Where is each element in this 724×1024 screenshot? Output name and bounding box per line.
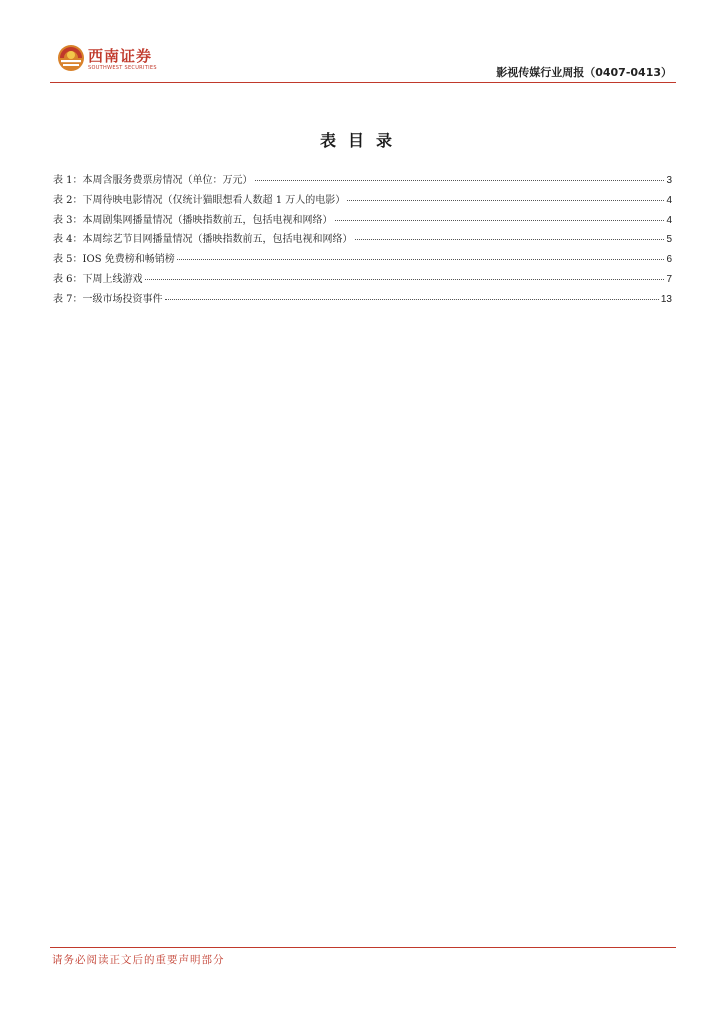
toc-entry[interactable] (53, 250, 672, 270)
page-header (50, 38, 676, 84)
toc-entry-label: 表 2：下周待映电影情况（仅统计猫眼想看人数超 1 万人的电影） (53, 194, 346, 206)
toc-leader-dots (255, 180, 665, 181)
toc-entry-page: 4 (666, 194, 672, 206)
company-logo (56, 43, 166, 75)
toc-leader-dots (355, 239, 665, 240)
toc-entry[interactable] (53, 230, 672, 250)
toc-entry-page: 5 (666, 234, 672, 246)
toc-leader-dots (335, 220, 665, 221)
table-of-contents (53, 171, 672, 310)
toc-entry[interactable] (53, 191, 672, 211)
toc-entry-label: 表 7：一级市场投资事件 (53, 293, 163, 305)
toc-entry-page: 4 (666, 214, 672, 226)
toc-leader-dots (165, 299, 659, 300)
header-divider (50, 82, 676, 83)
toc-leader-dots (145, 279, 665, 280)
toc-entry-label: 表 5：IOS 免费榜和畅销榜 (53, 254, 175, 266)
toc-entry-page: 3 (666, 175, 672, 186)
toc-entry-page: 6 (666, 254, 672, 266)
sun-logo-icon (56, 43, 86, 73)
toc-entry[interactable] (53, 270, 672, 290)
toc-entry-label: 表 6：下周上线游戏 (53, 273, 143, 285)
toc-entry[interactable] (53, 290, 672, 310)
toc-entry-page: 7 (666, 273, 672, 285)
toc-leader-dots (177, 259, 665, 260)
toc-entry-page: 13 (660, 293, 672, 305)
toc-entry[interactable] (53, 211, 672, 231)
logo-name-cn: 西南证券 (88, 47, 153, 65)
toc-leader-dots (347, 200, 664, 201)
toc-entry-label: 表 1：本周含服务费票房情况（单位：万元） (53, 175, 253, 186)
footer-divider (50, 947, 676, 948)
toc-heading: 表目录 (319, 131, 404, 150)
toc-entry-label: 表 3：本周剧集网播量情况（播映指数前五，包括电视和网络） (53, 214, 333, 226)
disclaimer-note: 请务必阅读正文后的重要声明部分 (52, 954, 225, 966)
toc-entry[interactable] (53, 171, 672, 191)
toc-entry-label: 表 4：本周综艺节目网播量情况（播映指数前五，包括电视和网络） (53, 234, 353, 246)
logo-name-en: SOUTHWEST SECURITIES (88, 65, 157, 71)
report-title: 影视传媒行业周报（0407-0413） (496, 66, 672, 79)
